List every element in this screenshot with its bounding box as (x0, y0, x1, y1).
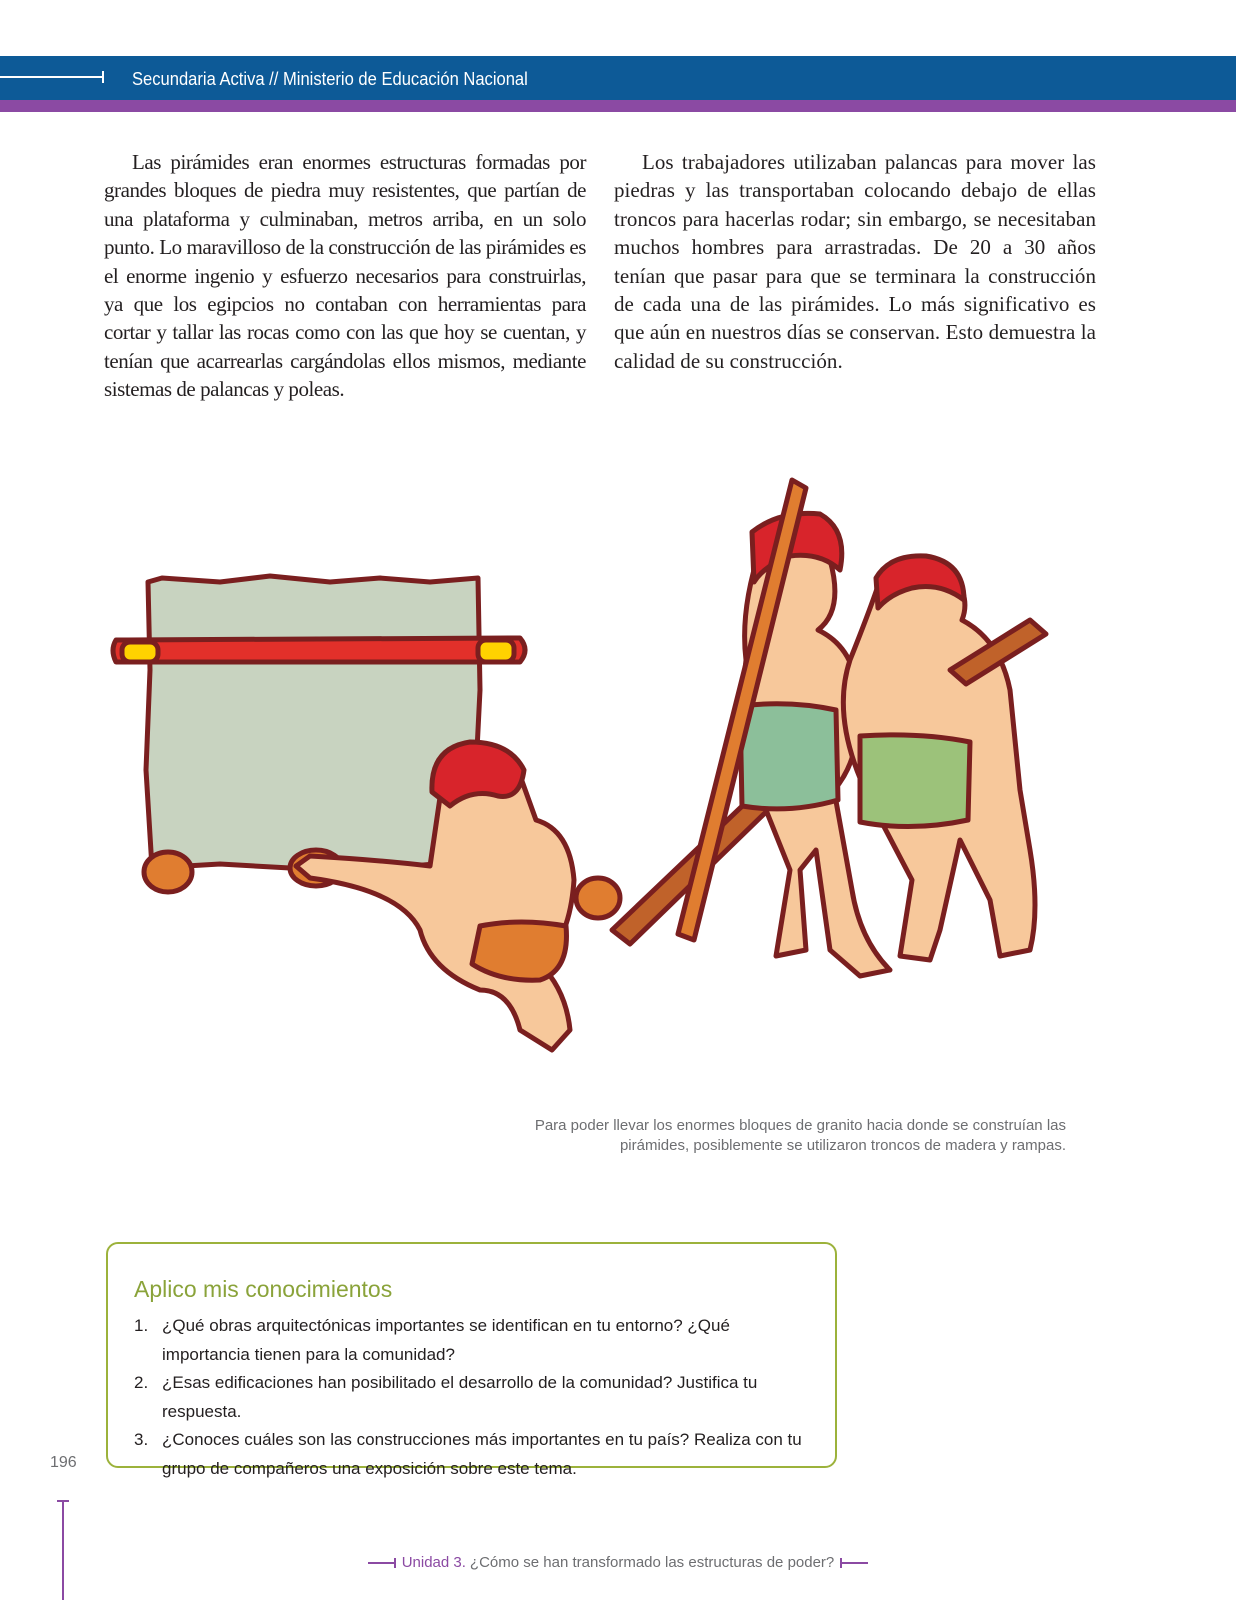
header-stripe (0, 100, 1236, 112)
band-knob-left (122, 642, 158, 662)
footer-unit-label: Unidad 3. (401, 1554, 466, 1571)
body-paragraph-left: Las pirámides eran enormes estructuras formadas por grandes bloques de piedra muy resistentes, que partían de una plataforma y culminaban, metros arriba, en un solo punto. Lo maravilloso de la construcción de las pirámides es el enorme ingenio y esfuerzo necesarios para construirlas, ya que los egipcios no contaban con herramientas para cortar y tallar las rocas como con las que hoy se cuentan, y tenían que acarrearlas cargándolas ellos mismos, mediante sistemas de palancas y poleas. (104, 150, 586, 402)
activity-title: Aplico mis conocimientos (134, 1276, 393, 1302)
side-rule-tick (57, 1500, 69, 1502)
activity-item (134, 1369, 814, 1426)
activity-item (134, 1426, 814, 1483)
workers-illustration (100, 470, 1100, 1090)
band-knob-right (478, 640, 514, 662)
activity-box (106, 1242, 837, 1478)
footer-unit-title: ¿Cómo se han transformado las estructuras de poder? (469, 1554, 835, 1571)
activity-item-number: 2. (134, 1373, 149, 1392)
stone-block (146, 576, 480, 868)
header-title: Secundaria Activa // Ministerio de Educación Nacional (132, 69, 528, 89)
body-column-right (614, 148, 1096, 375)
footer-rule-left (368, 1562, 396, 1564)
body-paragraph-right: Los trabajadores utilizaban palancas para mover las piedras y las transportaban colocando debajo de ellas troncos para hacerlas rodar; sin embargo, se necesitaban muchos hombres para arrastradas. De 20 a 30 años tenían que pasar para que se terminara la construcción de cada una de las pirámides. Lo más significativo es que aún en nuestros días se conservan. Esto demuestra la calidad de su construcción. (614, 150, 1096, 373)
stone-red-band (113, 638, 525, 662)
activity-item-number: 1. (134, 1316, 149, 1335)
roller-log (576, 878, 620, 918)
activity-list (134, 1312, 814, 1483)
footer-rule-right (840, 1562, 868, 1564)
figure-caption: Para poder llevar los enormes bloques de granito hacia donde se construían las pirámides, posiblemente se utilizaron troncos de madera y rampas. (534, 1117, 1066, 1154)
standing-worker-front-cloth (740, 704, 838, 809)
crouching-worker-loincloth (472, 922, 566, 980)
header-rule (0, 76, 104, 78)
header-rule-tick (102, 71, 104, 83)
standing-worker-back-cloth (860, 735, 970, 827)
footer (0, 1550, 1236, 1576)
page-number: 196 (50, 1454, 77, 1471)
activity-item (134, 1312, 814, 1369)
activity-item-text: ¿Conoces cuáles son las construcciones más importantes en tu país? Realiza con tu grupo de compañeros una exposición sobre este tema. (162, 1430, 802, 1478)
activity-item-text: ¿Esas edificaciones han posibilitado el desarrollo de la comunidad? Justifica tu respuesta. (162, 1373, 758, 1421)
roller-log (144, 852, 192, 892)
body-column-left (104, 148, 586, 404)
activity-item-text: ¿Qué obras arquitectónicas importantes se identifican en tu entorno? ¿Qué importancia tienen para la comunidad? (162, 1316, 730, 1364)
activity-item-number: 3. (134, 1430, 149, 1449)
